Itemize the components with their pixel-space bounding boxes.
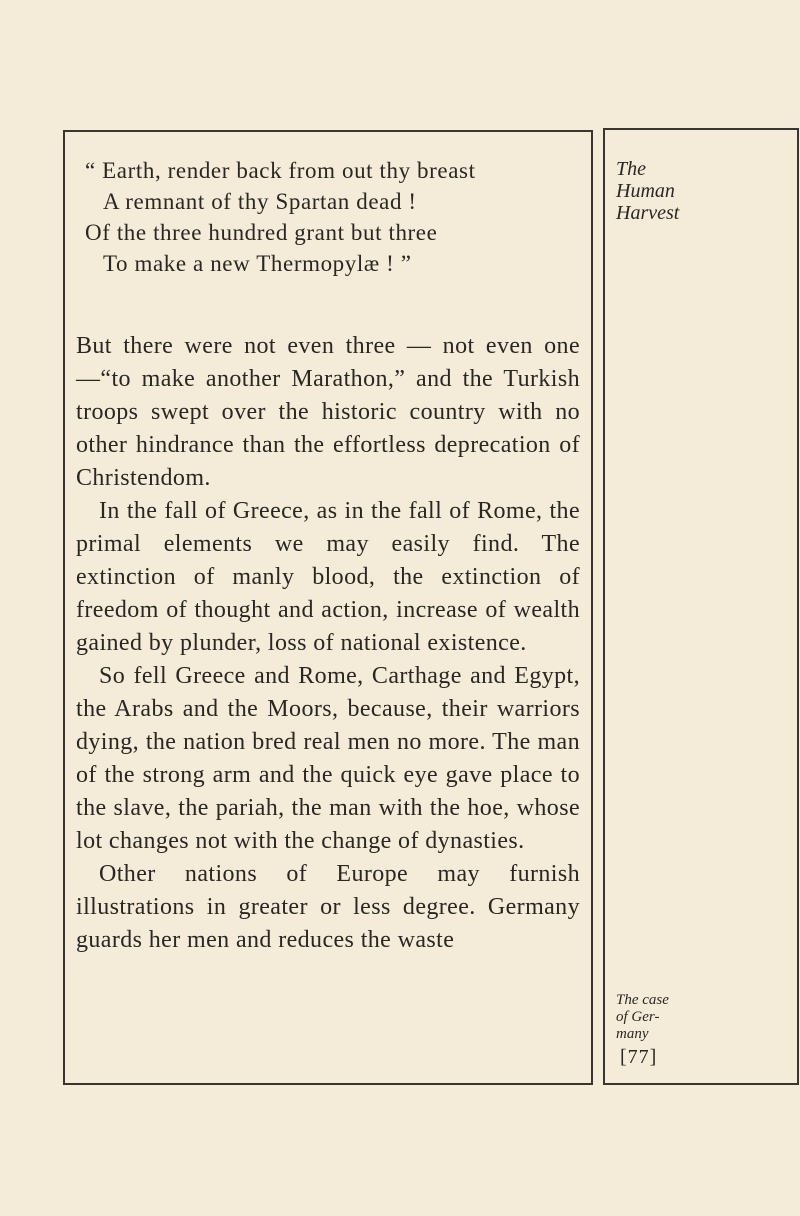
sidenote-line: The case [616,992,669,1008]
sidenote-germany [616,992,786,1043]
sidenote-line: of Ger- [616,1009,660,1025]
sidenote-title [616,158,786,224]
paragraph: In the fall of Greece, as in the fall of Rome, the primal elements we may easily find. The extinction of manly blood, the extinction of freedom of thought and action, increase of wealth gained by plunder, loss of national existence. [76,498,580,656]
sidenote-line: many [616,1026,649,1042]
paragraph: But there were not even three — not even one —“to make another Marathon,” and the Turkish troops swept over the historic country with no other hindrance than the effortless deprecation of Christendom. [76,333,580,491]
margin-note-frame [603,128,799,1085]
page-number: [77] [620,1046,658,1068]
poem-line: To make a new Thermopylæ ! ” [103,251,412,276]
sidenote-line: The [616,158,646,180]
paragraph: Other nations of Europe may furnish illustrations in greater or less degree. Germany guards her men and reduces the waste [76,861,580,953]
poem-quote [85,155,565,279]
sidenote-line: Human [616,180,675,202]
poem-line: “ Earth, render back from out thy breast [85,158,476,183]
sidenote-line: Harvest [616,202,680,224]
body-text [76,330,580,957]
poem-line: A remnant of thy Spartan dead ! [103,189,417,214]
poem-line: Of the three hundred grant but three [85,220,438,245]
paragraph: So fell Greece and Rome, Carthage and Egypt, the Arabs and the Moors, because, their warriors dying, the nation bred real men no more. The man of the strong arm and the quick eye gave place to the slave, the pariah, the man with the hoe, whose lot changes not with the change of dynasties. [76,663,580,854]
